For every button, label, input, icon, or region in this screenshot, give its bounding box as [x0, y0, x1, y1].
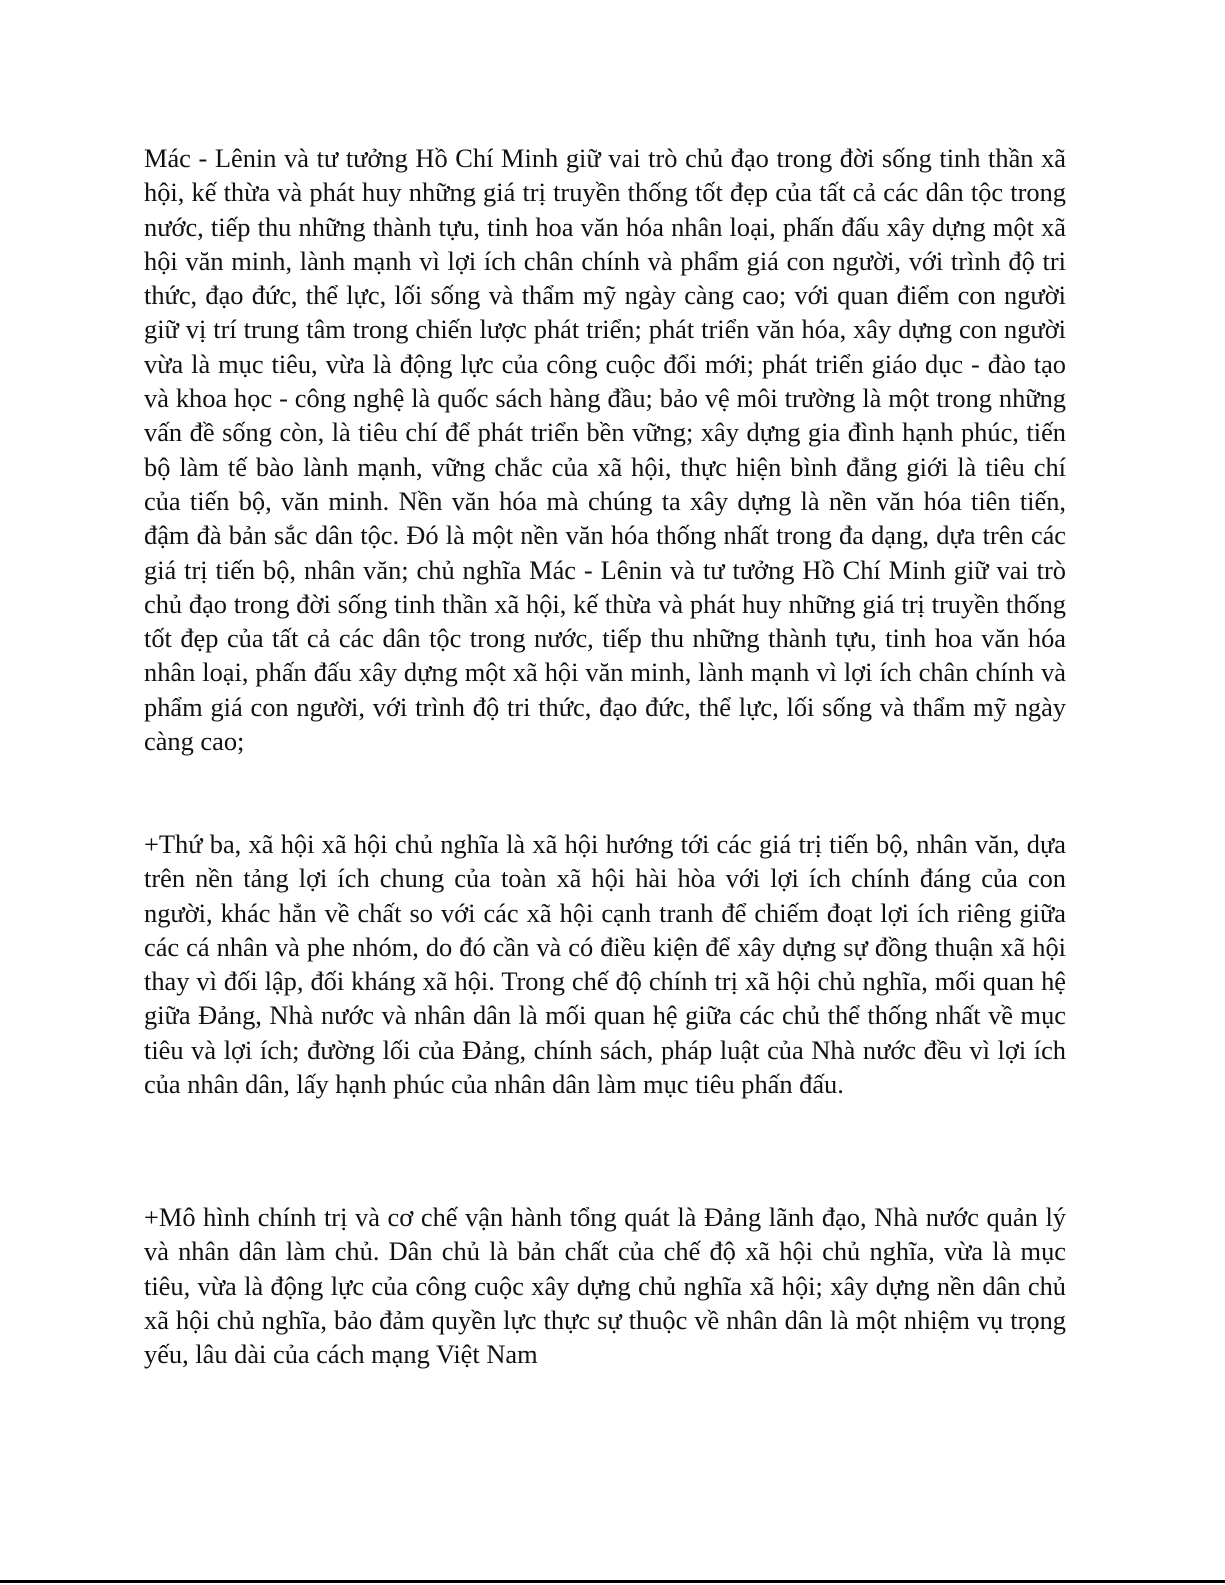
page-bottom-border [0, 1580, 1225, 1583]
paragraph-third-point: +Thứ ba, xã hội xã hội chủ nghĩa là xã hội hướng tới các giá trị tiến bộ, nhân văn, dựa trên nền tảng lợi ích chung của toàn xã hội hài hòa với lợi ích chính đáng của con người, khác hẳn về chất so với các xã hội cạnh tranh để chiếm đoạt lợi ích riêng giữa các cá nhân và phe nhóm, do đó cần và có điều kiện để xây dựng sự đồng thuận xã hội thay vì đối lập, đối kháng xã hội. Trong chế độ chính trị xã hội chủ nghĩa, mối quan hệ giữa Đảng, Nhà nước và nhân dân là mối quan hệ giữa các chủ thể thống nhất về mục tiêu và lợi ích; đường lối của Đảng, chính sách, pháp luật của Nhà nước đều vì lợi ích của nhân dân, lấy hạnh phúc của nhân dân làm mục tiêu phấn đấu. [144, 829, 1066, 1100]
paragraph-culture: Mác - Lênin và tư tưởng Hồ Chí Minh giữ vai trò chủ đạo trong đời sống tinh thần xã hội, kế thừa và phát huy những giá trị truyền thống tốt đẹp của tất cả các dân tộc trong nước, tiếp thu những thành tựu, tinh hoa văn hóa nhân loại, phấn đấu xây dựng một xã hội văn minh, lành mạnh vì lợi ích chân chính và phẩm giá con người, với trình độ tri thức, đạo đức, thể lực, lối sống và thẩm mỹ ngày càng cao; với quan điểm con người giữ vị trí trung tâm trong chiến lược phát triển; phát triển văn hóa, xây dựng con người vừa là mục tiêu, vừa là động lực của công cuộc đổi mới; phát triển giáo dục - đào tạo và khoa học - công nghệ là quốc sách hàng đầu; bảo vệ môi trường là một trong những vấn đề sống còn, là tiêu chí để phát triển bền vững; xây dựng gia đình hạnh phúc, tiến bộ làm tế bào lành mạnh, vững chắc của xã hội, thực hiện bình đẳng giới là tiêu chí của tiến bộ, văn minh. Nền văn hóa mà chúng ta xây dựng là nền văn hóa tiên tiến, đậm đà bản sắc dân tộc. Đó là một nền văn hóa thống nhất trong đa dạng, dựa trên các giá trị tiến bộ, nhân văn; chủ nghĩa Mác - Lênin và tư tưởng Hồ Chí Minh giữ vai trò chủ đạo trong đời sống tinh thần xã hội, kế thừa và phát huy những giá trị truyền thống tốt đẹp của tất cả các dân tộc trong nước, tiếp thu những thành tựu, tinh hoa văn hóa nhân loại, phấn đấu xây dựng một xã hội văn minh, lành mạnh vì lợi ích chân chính và phẩm giá con người, với trình độ tri thức, đạo đức, thể lực, lối sống và thẩm mỹ ngày càng cao; [144, 143, 1066, 757]
paragraph-political-model: +Mô hình chính trị và cơ chế vận hành tổng quát là Đảng lãnh đạo, Nhà nước quản lý và nhân dân làm chủ. Dân chủ là bản chất của chế độ xã hội chủ nghĩa, vừa là mục tiêu, vừa là động lực của công cuộc xây dựng chủ nghĩa xã hội; xây dựng nền dân chủ xã hội chủ nghĩa, bảo đảm quyền lực thực sự thuộc về nhân dân là một nhiệm vụ trọng yếu, lâu dài của cách mạng Việt Nam [144, 1202, 1066, 1370]
